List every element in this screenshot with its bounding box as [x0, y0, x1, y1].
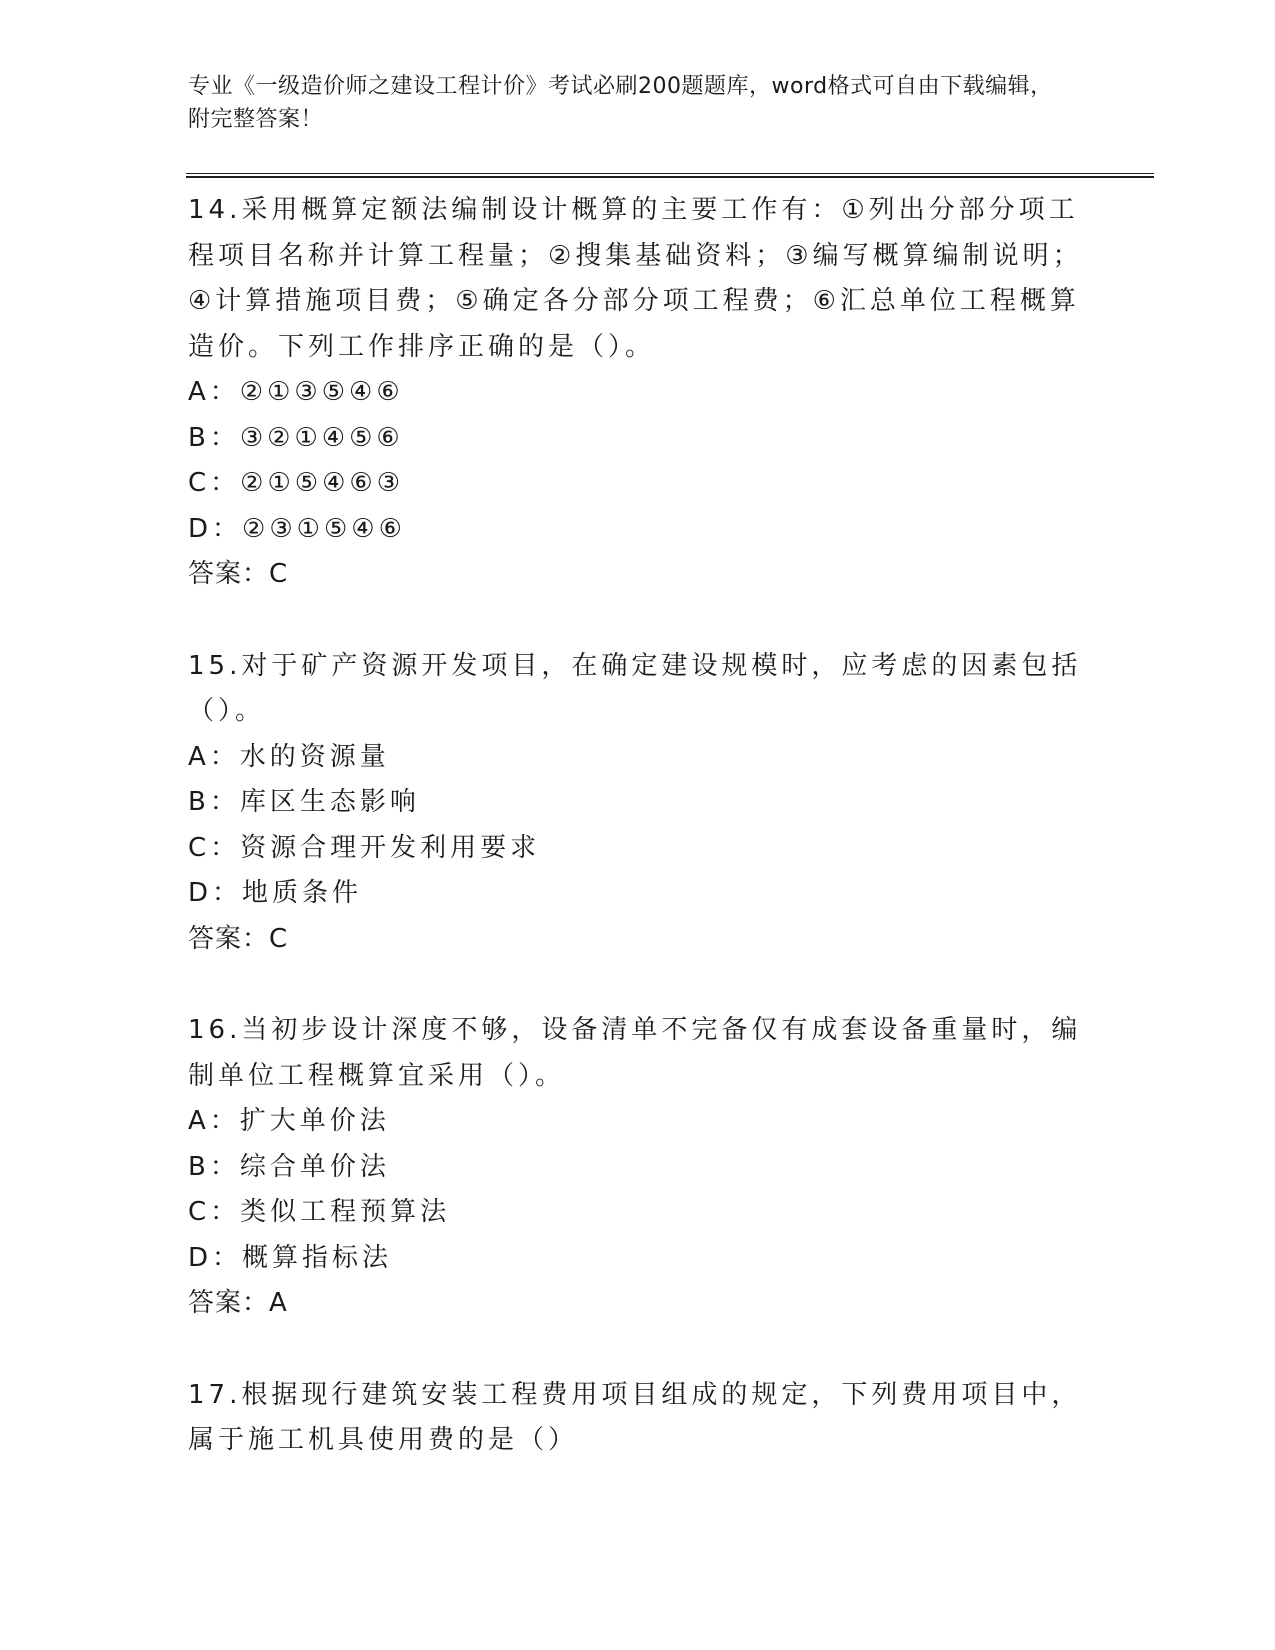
option-a: A：扩大单价法 — [188, 1106, 390, 1136]
answer-text: 答案：C — [188, 923, 289, 954]
header-divider — [186, 173, 1154, 178]
answer-text: 答案：C — [188, 559, 289, 589]
question-list — [188, 188, 1088, 1510]
option-d: D：②③①⑤④⑥ — [188, 513, 406, 544]
option-d: D：地质条件 — [188, 878, 363, 908]
question-stem: 16.当初步设计深度不够，设备清单不完备仅有成套设备重量时，编制单位工程概算宜采用（）。 — [188, 1015, 1082, 1091]
question-15 — [188, 644, 1088, 963]
question-16 — [188, 1008, 1088, 1327]
option-a: A：②①③⑤④⑥ — [188, 377, 404, 407]
question-stem: 14.采用概算定额法编制设计概算的主要工作有：①列出分部分项工程项目名称并计算工程量；②搜集基础资料；③编写概算编制说明；④计算措施项目费；⑤确定各分部分项工程费；⑥汇总单位工程概算造价。下列工作排序正确的是（）。 — [188, 195, 1083, 362]
question-17 — [188, 1373, 1088, 1464]
option-c: C：类似工程预算法 — [188, 1197, 451, 1227]
option-b: B：综合单价法 — [188, 1151, 390, 1182]
question-stem: 17.根据现行建筑安装工程费用项目组成的规定，下列费用项目中，属于施工机具使用费的是（） — [188, 1379, 1082, 1455]
answer-text: 答案：A — [188, 1288, 288, 1318]
option-c: C：②①⑤④⑥③ — [188, 468, 405, 498]
option-a: A：水的资源量 — [188, 741, 390, 772]
question-14 — [188, 188, 1088, 598]
question-stem: 15.对于矿产资源开发项目，在确定建设规模时，应考虑的因素包括（）。 — [188, 650, 1082, 726]
option-c: C：资源合理开发利用要求 — [188, 832, 541, 863]
document-header: 专业《一级造价师之建设工程计价》考试必刷200题题库，word格式可自由下载编辑，附完整答案！ — [188, 74, 1053, 132]
option-d: D：概算指标法 — [188, 1242, 393, 1273]
option-b: B：库区生态影响 — [188, 787, 420, 817]
option-b: B：③②①④⑤⑥ — [188, 422, 404, 453]
